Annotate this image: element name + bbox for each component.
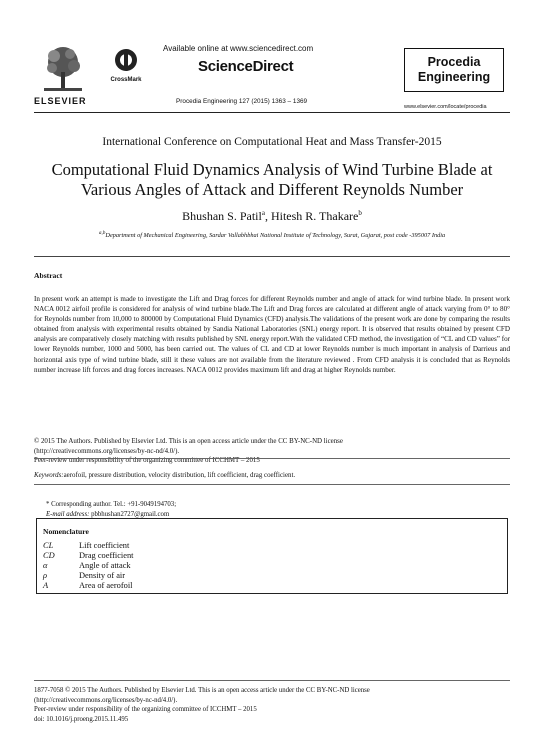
paper-title: Computational Fluid Dynamics Analysis of Wind Turbine Blade at Various Angles of Attack and Different Reynolds Number bbox=[51, 160, 493, 199]
keywords-list: aerofoil, pressure distribution, velocity distribution, lift coefficient, drag coefficient. bbox=[63, 472, 296, 479]
keywords bbox=[34, 472, 510, 479]
peer-review-line: Peer-review under responsibility of the organizing committee of ICCHMT – 2015 bbox=[34, 457, 260, 464]
nomenclature-definition: Lift coefficient bbox=[79, 541, 130, 550]
crossmark-icon bbox=[114, 48, 138, 72]
email-label: E-mail address: bbox=[46, 510, 90, 518]
copyright-block bbox=[34, 437, 510, 466]
footer-license-link[interactable]: (http://creativecommons.org/licenses/by-nc-nd/4.0/). bbox=[34, 696, 178, 704]
journal-logo bbox=[404, 48, 504, 92]
corresponding-author: * Corresponding author. Tel.: +91-9049194703; bbox=[46, 501, 177, 508]
correspondence bbox=[46, 500, 176, 519]
footer-issn: 1877-7058 © 2015 The Authors. Published by Elsevier Ltd. This is an open access article under the CC BY-NC-ND license bbox=[34, 687, 370, 694]
header-divider bbox=[34, 112, 510, 113]
footer bbox=[34, 686, 510, 724]
author-1: Bhushan S. Patil bbox=[182, 209, 262, 223]
nomenclature-heading: Nomenclature bbox=[43, 527, 89, 536]
nomenclature-symbol: α bbox=[43, 561, 48, 570]
keywords-divider bbox=[34, 484, 510, 485]
nomenclature-definition: Angle of attack bbox=[79, 561, 131, 570]
nomenclature-symbol: CD bbox=[43, 551, 55, 560]
nomenclature-symbol: CL bbox=[43, 541, 54, 550]
conference-name: International Conference on Computational Heat and Mass Transfer-2015 bbox=[102, 136, 442, 148]
nomenclature-symbol: A bbox=[43, 581, 49, 590]
author-1-affil: a bbox=[261, 209, 265, 217]
nomenclature-symbol: ρ bbox=[43, 571, 48, 580]
author-2: , Hitesh R. Thakare bbox=[264, 209, 359, 223]
footer-peer-review: Peer-review under responsibility of the organizing committee of ICCHMT – 2015 bbox=[34, 706, 257, 714]
license-link[interactable]: (http://creativecommons.org/licenses/by-nc-nd/4.0/). bbox=[34, 447, 180, 455]
abstract-text: In present work an attempt is made to investigate the Lift and Drag forces for different Reynolds number and angle of attack for wind turbine blade. In present work NACA 0012 airfoil profile is considered for analysis of wind turbine blade.The Lift and Drag forces are calculated at different angle of attack varying from 0° to 80° for Reynolds number from 10,000 to 800000 by Computational Fluid Dynamics (CFD) analysis.The validations of the present work are done by comparing the results obtained from analysis with experimental results obtained by Sandia National Laboratories (SNL) energy report. It is observed that results obtained by present CFD analysis are comparatively closely matching with results published by SNL energy report.With the validated CFD method, the investigation of “CL and CD values” for lower Reynolds number, 1000 and 5000, has been carried out. The values of CL and CD at lower Reynolds number is much important in analysis of Darrieus and horizontal axis type of wind turbine blade, still it these values are not available from the literature reviewed . From CFD analysis it is concluded that as Reynolds number increase lift forces and drag forces increases. NACA 0012 provides maximum lift and drag at higher Reynolds number. bbox=[34, 295, 510, 374]
journal-reference: Procedia Engineering 127 (2015) 1363 – 1369 bbox=[176, 98, 308, 105]
affiliation-text: Department of Mechanical Engineering, Sardar Vallabhbhai National Institute of Technology, Surat, Gujarat, post code -395007 India bbox=[105, 232, 446, 240]
author-2-affil: b bbox=[358, 209, 362, 217]
footer-doi[interactable]: doi: 10.1016/j.proeng.2015.11.495 bbox=[34, 715, 129, 723]
title-divider bbox=[34, 256, 510, 257]
email-address[interactable]: pbbhushan2727@gmail.com bbox=[91, 510, 170, 518]
affiliation-marker: a,b bbox=[98, 230, 106, 236]
journal-url[interactable]: www.elsevier.com/locate/procedia bbox=[404, 104, 487, 110]
abstract-heading: Abstract bbox=[34, 271, 63, 280]
copyright-line: © 2015 The Authors. Published by Elsevier Ltd. This is an open access article under the CC BY-NC-ND license bbox=[34, 438, 343, 445]
crossmark-label: CrossMark bbox=[110, 77, 142, 83]
nomenclature-definition: Density of air bbox=[79, 571, 126, 580]
nomenclature-definition: Drag coefficient bbox=[79, 551, 134, 560]
footer-divider bbox=[34, 680, 510, 681]
journal-name-line2: Engineering bbox=[417, 70, 491, 84]
journal-name-line1: Procedia bbox=[427, 55, 481, 69]
nomenclature-box bbox=[36, 518, 508, 594]
keywords-label: Keywords: bbox=[34, 472, 64, 479]
available-online: Available online at www.sciencedirect.com bbox=[163, 44, 314, 53]
sciencedirect-logo: ScienceDirect bbox=[198, 58, 294, 75]
publisher-name: ELSEVIER bbox=[34, 96, 87, 106]
crossmark-badge[interactable] bbox=[107, 48, 145, 83]
nomenclature-definition: Area of aerofoil bbox=[79, 581, 133, 590]
author-list bbox=[0, 209, 544, 224]
affiliation bbox=[0, 230, 544, 239]
copyright-divider bbox=[34, 458, 510, 459]
